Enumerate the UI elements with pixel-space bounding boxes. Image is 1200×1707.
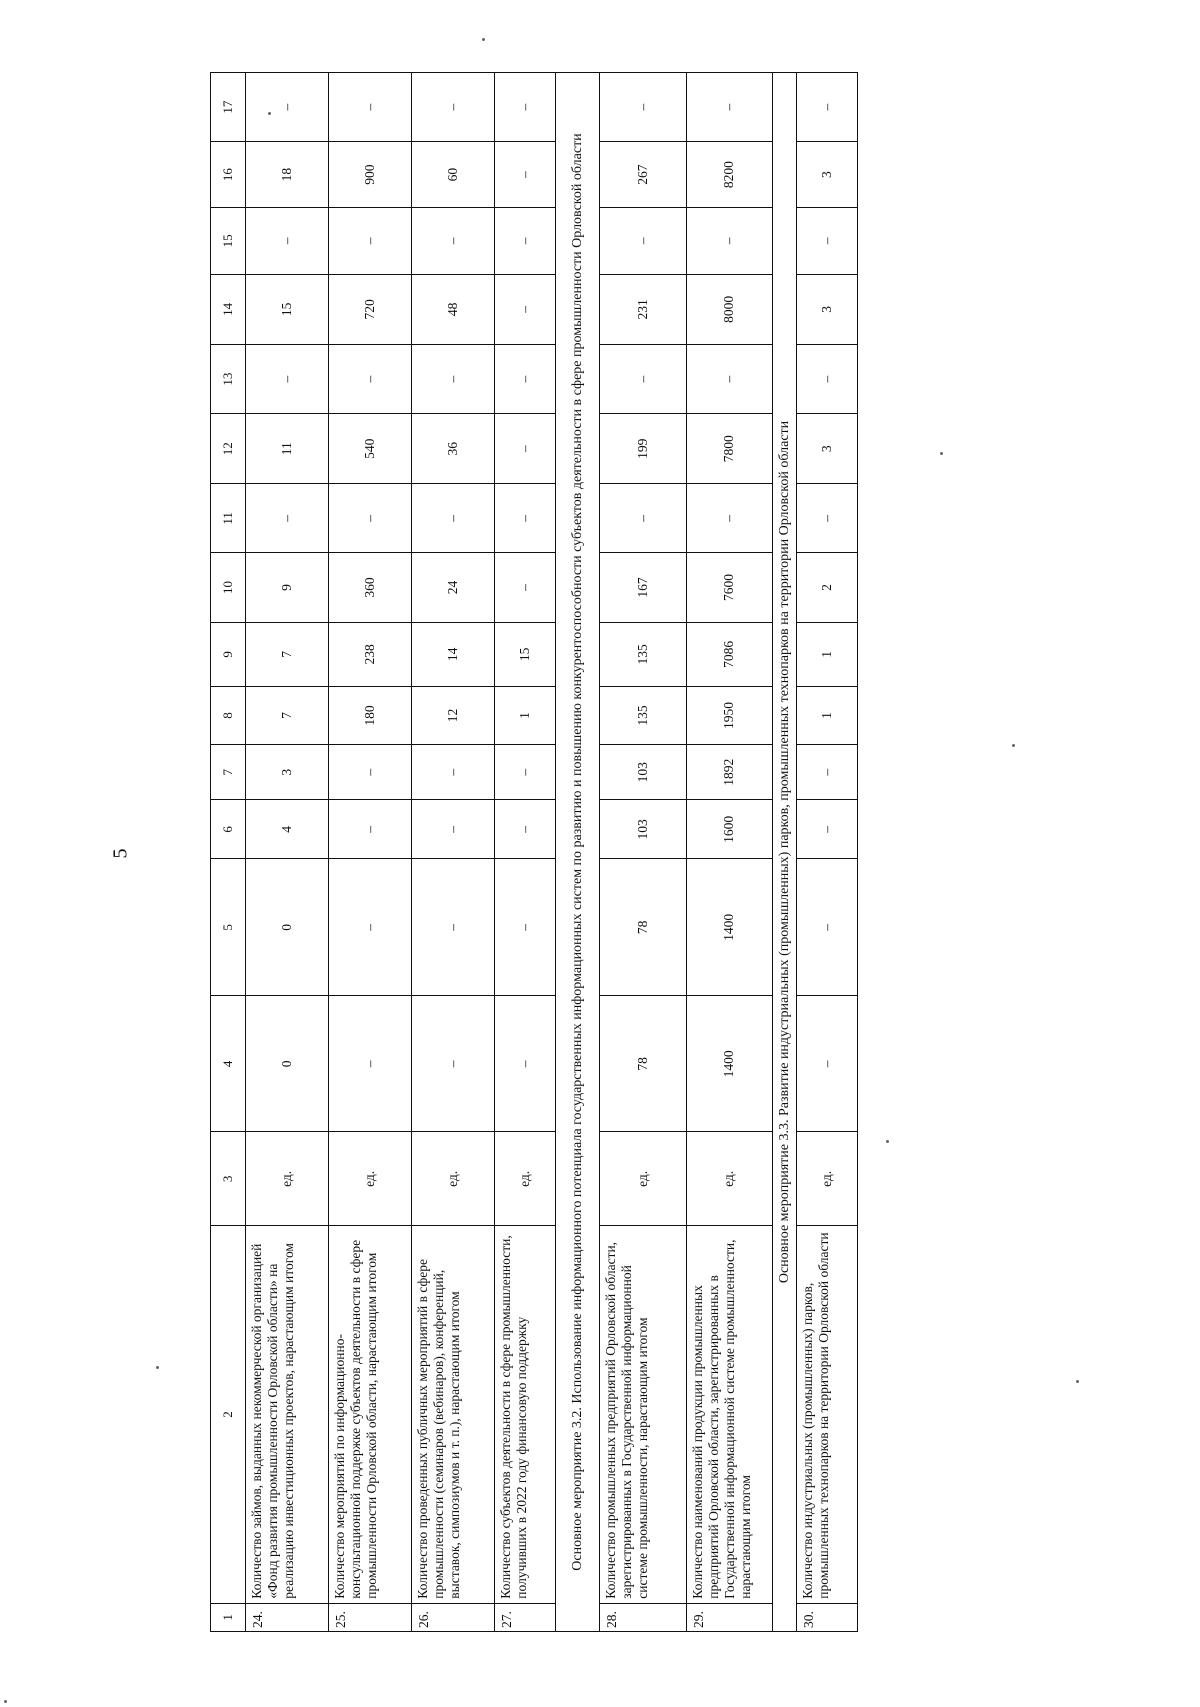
value-cell: – [797, 484, 858, 553]
column-number-header: 15 [211, 207, 246, 274]
value-cell: – [495, 207, 556, 274]
value-cell: 135 [600, 622, 686, 687]
value-cell: 60 [412, 142, 495, 208]
indicator-name-cell: Количество индустриальных (промышленных) парков, промышленных технопарков на территории Орловской области [797, 1226, 858, 1603]
table-row [246, 73, 329, 1632]
value-cell: 167 [600, 553, 686, 622]
column-number-header: 2 [211, 1226, 246, 1603]
value-cell: – [412, 345, 495, 414]
indicators-table [210, 72, 858, 1632]
value-cell: 0 [246, 859, 329, 996]
value-cell: – [246, 207, 329, 274]
value-cell: 8200 [686, 142, 772, 208]
value-cell: – [495, 744, 556, 800]
value-cell: – [495, 553, 556, 622]
value-cell: 900 [329, 142, 412, 208]
value-cell: – [329, 859, 412, 996]
value-cell: – [797, 744, 858, 800]
page-number: 5 [109, 848, 132, 859]
column-number-header: 3 [211, 1132, 246, 1226]
value-cell: 1400 [686, 859, 772, 996]
value-cell: 103 [600, 744, 686, 800]
value-cell: 3 [797, 274, 858, 344]
value-cell: 1892 [686, 744, 772, 800]
value-cell: 78 [600, 996, 686, 1132]
indicator-name-cell: Количество наименований продукции промышленных предприятий Орловской области, зарегистрированных в Государственной информационной системе промышленности, нарастающим итогом [686, 1226, 772, 1603]
value-cell: – [495, 996, 556, 1132]
table-row [412, 73, 495, 1632]
value-cell: – [797, 345, 858, 414]
column-number-header: 11 [211, 484, 246, 553]
value-cell: 8000 [686, 274, 772, 344]
value-cell: 3 [246, 744, 329, 800]
value-cell: – [329, 345, 412, 414]
value-cell: 180 [329, 687, 412, 745]
value-cell: 11 [246, 414, 329, 484]
unit-cell: ед. [600, 1132, 686, 1226]
column-number-header: 17 [211, 73, 246, 142]
unit-cell: ед. [329, 1132, 412, 1226]
indicator-name-cell: Количество проведенных публичных мероприятий в сфере промышленности (семинаров (вебинаров), конференций, выставок, симпозиумов и т. п.), нарастающим итогом [412, 1226, 495, 1603]
value-cell: 135 [600, 687, 686, 745]
value-cell: – [600, 73, 686, 142]
value-cell: – [246, 484, 329, 553]
unit-cell: ед. [412, 1132, 495, 1226]
value-cell: – [797, 207, 858, 274]
column-number-header: 6 [211, 800, 246, 859]
value-cell: 238 [329, 622, 412, 687]
value-cell: – [246, 73, 329, 142]
value-cell: – [412, 207, 495, 274]
unit-cell: ед. [495, 1132, 556, 1226]
row-number-cell: 24. [246, 1603, 329, 1631]
section-heading: Основное мероприятие 3.3. Развитие индустриальных (промышленных) парков, промышленных технопарков на территории Орловской области [772, 73, 796, 1632]
indicator-name-cell: Количество мероприятий по информационно-консультационной поддержке субъектов деятельности в сфере промышленности Орловской области, нарастающим итогом [329, 1226, 412, 1603]
value-cell: 9 [246, 553, 329, 622]
column-number-header: 13 [211, 345, 246, 414]
value-cell: – [412, 484, 495, 553]
value-cell: – [412, 73, 495, 142]
value-cell: 540 [329, 414, 412, 484]
value-cell: – [600, 207, 686, 274]
value-cell: 2 [797, 553, 858, 622]
table-row [329, 73, 412, 1632]
column-number-header: 4 [211, 996, 246, 1132]
value-cell: 18 [246, 142, 329, 208]
value-cell: 7800 [686, 414, 772, 484]
value-cell: – [495, 414, 556, 484]
value-cell: 24 [412, 553, 495, 622]
section-heading-row [556, 73, 600, 1632]
value-cell: – [412, 744, 495, 800]
row-number-cell: 26. [412, 1603, 495, 1631]
indicator-name-cell: Количество субъектов деятельности в сфере промышленности, получивших в 2022 году финансовую поддержку [495, 1226, 556, 1603]
value-cell: 4 [246, 800, 329, 859]
value-cell: – [329, 73, 412, 142]
value-cell: 3 [797, 142, 858, 208]
value-cell: – [797, 73, 858, 142]
value-cell: – [600, 345, 686, 414]
row-number-cell: 28. [600, 1603, 686, 1631]
value-cell: – [686, 345, 772, 414]
value-cell: – [495, 73, 556, 142]
column-number-header: 7 [211, 744, 246, 800]
table-header-row [211, 73, 246, 1632]
value-cell: – [329, 996, 412, 1132]
table-row [600, 73, 686, 1632]
value-cell: – [495, 345, 556, 414]
value-cell: 267 [600, 142, 686, 208]
section-heading-row [772, 73, 796, 1632]
value-cell: 7600 [686, 553, 772, 622]
value-cell: – [329, 207, 412, 274]
value-cell: 103 [600, 800, 686, 859]
value-cell: 1 [797, 687, 858, 745]
value-cell: – [412, 800, 495, 859]
column-number-header: 14 [211, 274, 246, 344]
value-cell: – [495, 274, 556, 344]
row-number-cell: 25. [329, 1603, 412, 1631]
row-number-cell: 30. [797, 1603, 858, 1631]
unit-cell: ед. [686, 1132, 772, 1226]
column-number-header: 16 [211, 142, 246, 208]
value-cell: 199 [600, 414, 686, 484]
value-cell: – [600, 484, 686, 553]
value-cell: 3 [797, 414, 858, 484]
value-cell: 7086 [686, 622, 772, 687]
value-cell: 7 [246, 687, 329, 745]
value-cell: 1600 [686, 800, 772, 859]
rotated-table-wrapper [210, 72, 858, 1632]
value-cell: – [686, 484, 772, 553]
value-cell: 360 [329, 553, 412, 622]
table-row [495, 73, 556, 1632]
value-cell: 1400 [686, 996, 772, 1132]
value-cell: – [412, 996, 495, 1132]
unit-cell: ед. [246, 1132, 329, 1226]
value-cell: – [495, 484, 556, 553]
section-heading: Основное мероприятие 3.2. Использование информационного потенциала государственных информационных систем по развитию и повышению конкурентоспособности субъектов деятельности в сфере промышленности Орловской области [556, 73, 600, 1632]
value-cell: 0 [246, 996, 329, 1132]
table-row [797, 73, 858, 1632]
value-cell: – [329, 744, 412, 800]
table-row [686, 73, 772, 1632]
value-cell: 15 [495, 622, 556, 687]
value-cell: 15 [246, 274, 329, 344]
indicator-name-cell: Количество займов, выданных некоммерческой организацией «Фонд развития промышленности Орловской области» на реализацию инвестиционных проектов, нарастающим итогом [246, 1226, 329, 1603]
value-cell: – [686, 73, 772, 142]
value-cell: 720 [329, 274, 412, 344]
value-cell: – [495, 859, 556, 996]
value-cell: 1 [495, 687, 556, 745]
value-cell: 78 [600, 859, 686, 996]
value-cell: – [686, 207, 772, 274]
column-number-header: 12 [211, 414, 246, 484]
value-cell: – [797, 859, 858, 996]
value-cell: – [329, 800, 412, 859]
value-cell: – [797, 800, 858, 859]
value-cell: 1 [797, 622, 858, 687]
value-cell: 14 [412, 622, 495, 687]
value-cell: – [495, 142, 556, 208]
value-cell: – [495, 800, 556, 859]
value-cell: – [246, 345, 329, 414]
column-number-header: 10 [211, 553, 246, 622]
value-cell: 36 [412, 414, 495, 484]
value-cell: 231 [600, 274, 686, 344]
column-number-header: 1 [211, 1603, 246, 1631]
column-number-header: 5 [211, 859, 246, 996]
indicator-name-cell: Количество промышленных предприятий Орловской области, зарегистрированных в Государственной информационной системе промышленности, нарастающим итогом [600, 1226, 686, 1603]
unit-cell: ед. [797, 1132, 858, 1226]
column-number-header: 9 [211, 622, 246, 687]
row-number-cell: 27. [495, 1603, 556, 1631]
value-cell: – [329, 484, 412, 553]
value-cell: – [797, 996, 858, 1132]
value-cell: 48 [412, 274, 495, 344]
value-cell: 1950 [686, 687, 772, 745]
value-cell: – [412, 859, 495, 996]
value-cell: 7 [246, 622, 329, 687]
row-number-cell: 29. [686, 1603, 772, 1631]
value-cell: 12 [412, 687, 495, 745]
column-number-header: 8 [211, 687, 246, 745]
